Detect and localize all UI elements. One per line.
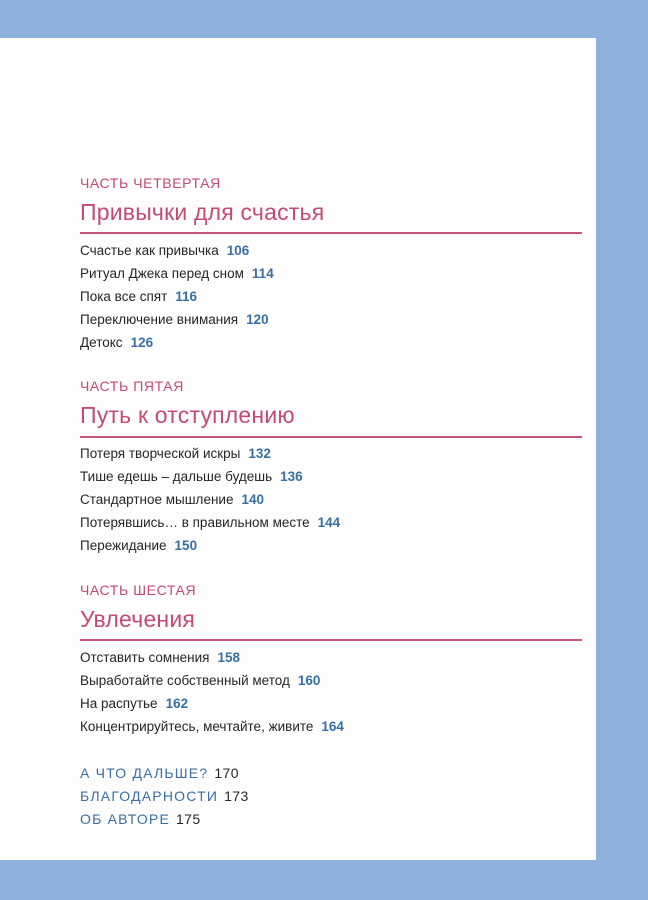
toc-extra-acknowledgements[interactable] bbox=[80, 788, 249, 804]
toc-entry[interactable] bbox=[80, 335, 153, 350]
part-four-title: Привычки для счастья bbox=[80, 199, 325, 225]
toc-entry-title: Потерявшись… в правильном месте bbox=[80, 515, 310, 530]
toc-entry[interactable] bbox=[80, 266, 274, 281]
part-six-label: ЧАСТЬ ШЕСТАЯ bbox=[80, 582, 197, 598]
toc-extra-whats-next[interactable] bbox=[80, 765, 239, 781]
book-page bbox=[0, 38, 596, 860]
toc-entry[interactable] bbox=[80, 446, 271, 461]
toc-entry-title: Ритуал Джека перед сном bbox=[80, 266, 244, 281]
part-five-title: Путь к отступлению bbox=[80, 402, 295, 428]
toc-entry-page: 136 bbox=[280, 469, 303, 484]
toc-entry[interactable] bbox=[80, 719, 344, 734]
toc-entry[interactable] bbox=[80, 515, 340, 530]
toc-entry-page: 114 bbox=[251, 266, 274, 281]
toc-extra-about-author[interactable] bbox=[80, 811, 201, 827]
toc-extra-title: БЛАГОДАРНОСТИ bbox=[80, 788, 219, 804]
toc-extra-page: 170 bbox=[214, 765, 239, 781]
toc-entry-title: Счастье как привычка bbox=[80, 243, 219, 258]
toc-entry-title: Переключение внимания bbox=[80, 312, 239, 327]
part-six-divider bbox=[80, 639, 582, 641]
toc-entry-title: Выработайте собственный метод bbox=[80, 673, 290, 688]
part-five-label: ЧАСТЬ ПЯТАЯ bbox=[80, 378, 184, 394]
toc-extra-page: 173 bbox=[224, 788, 249, 804]
toc-extra-title: А ЧТО ДАЛЬШЕ? bbox=[80, 765, 209, 781]
toc-entry-page: 140 bbox=[241, 492, 264, 507]
toc-entry-page: 160 bbox=[297, 673, 321, 688]
toc-entry-title: Пока все спят bbox=[80, 289, 168, 304]
toc-entry-page: 120 bbox=[246, 312, 269, 327]
toc-entry[interactable] bbox=[80, 492, 264, 507]
toc-entry[interactable] bbox=[80, 650, 240, 665]
toc-entry-title: Стандартное мышление bbox=[80, 492, 234, 507]
toc-entry[interactable] bbox=[80, 469, 303, 484]
toc-entry-page: 126 bbox=[130, 335, 154, 350]
toc-entry[interactable] bbox=[80, 312, 269, 327]
toc-extra-page: 175 bbox=[176, 811, 201, 827]
toc-entry-page: 162 bbox=[165, 696, 189, 711]
toc-entry-page: 164 bbox=[321, 719, 344, 734]
toc-entry[interactable] bbox=[80, 538, 197, 553]
toc-entry-page: 132 bbox=[248, 446, 271, 461]
toc-entry-title: Отставить сомнения bbox=[80, 650, 210, 665]
toc-entry[interactable] bbox=[80, 243, 249, 258]
toc-entry-page: 116 bbox=[175, 289, 198, 304]
toc-entry-title: Пережидание bbox=[80, 538, 167, 553]
toc-entry[interactable] bbox=[80, 289, 197, 304]
toc-entry-title: Тише едешь – дальше будешь bbox=[80, 469, 273, 484]
toc-entry-title: Потеря творческой искры bbox=[80, 446, 241, 461]
toc-entry-page: 144 bbox=[317, 515, 341, 530]
toc-entry-title: Детокс bbox=[80, 335, 123, 350]
part-four-label: ЧАСТЬ ЧЕТВЕРТАЯ bbox=[80, 175, 221, 191]
toc-entry-title: На распутье bbox=[80, 696, 158, 711]
toc-entry[interactable] bbox=[80, 673, 320, 688]
toc-entry-page: 158 bbox=[217, 650, 240, 665]
toc-entry-page: 106 bbox=[226, 243, 250, 258]
part-four-divider bbox=[80, 232, 582, 234]
toc-entry[interactable] bbox=[80, 696, 188, 711]
part-six-title: Увлечения bbox=[80, 606, 196, 632]
toc-entry-page: 150 bbox=[174, 538, 198, 553]
part-five-divider bbox=[80, 436, 582, 438]
toc-extra-title: ОБ АВТОРЕ bbox=[80, 811, 170, 827]
toc-entry-title: Концентрируйтесь, мечтайте, живите bbox=[80, 719, 314, 734]
